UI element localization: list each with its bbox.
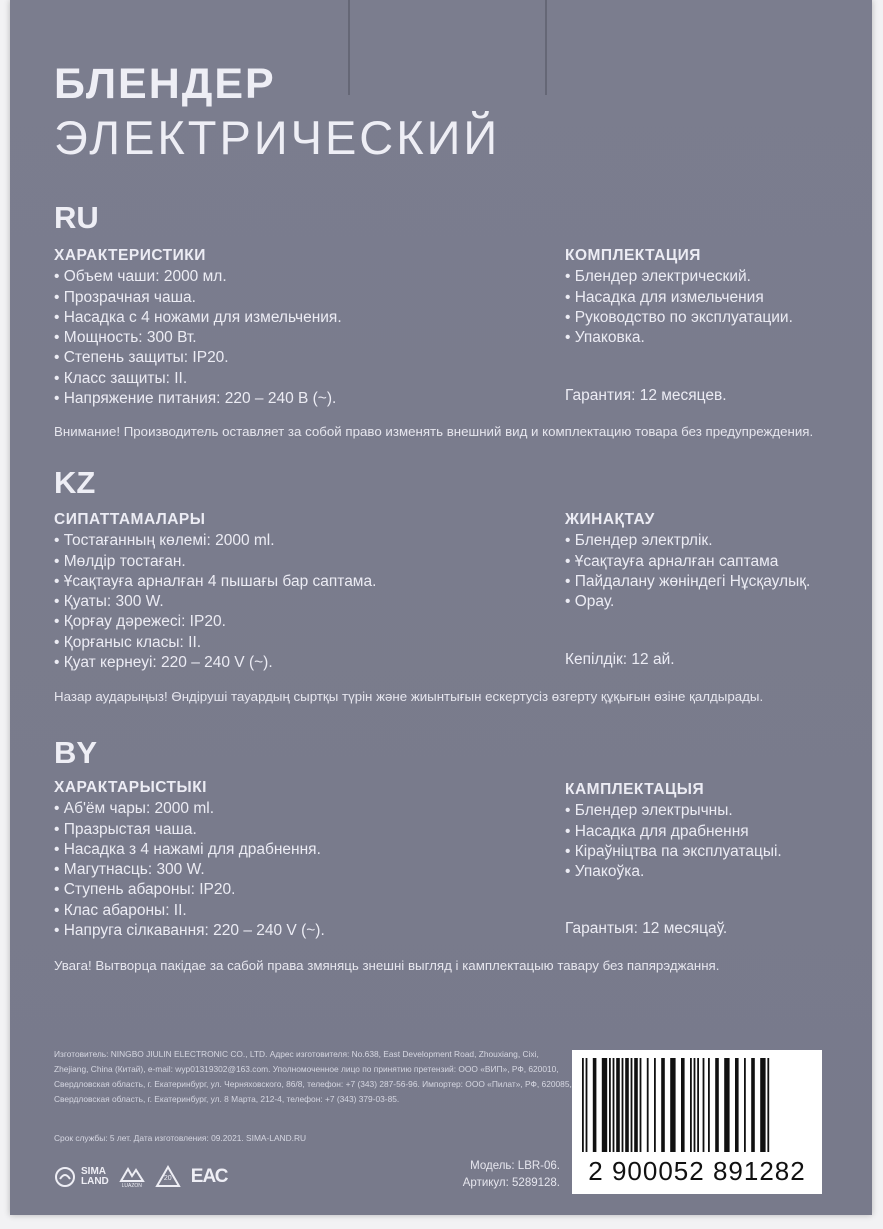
spec-item: • Қуаты: 300 W. [54, 592, 376, 612]
spec-item: • Насадка з 4 нажамі для драбнення. [54, 840, 325, 860]
barcode-bar [593, 1058, 597, 1152]
certification-logos [54, 1160, 227, 1194]
warranty-ru: Гарантия: 12 месяцев. [565, 387, 727, 404]
spec-item: • Ступень абароны: IP20. [54, 880, 325, 900]
kit-item: • Упаковка. [565, 328, 793, 348]
barcode-bar [708, 1058, 710, 1152]
barcode-bar [760, 1058, 765, 1152]
kit-item: • Кіраўніцтва па эксплуатацыі. [565, 842, 782, 862]
box-flap-edge [545, 0, 547, 95]
shelf-life-text: Срок службы: 5 лет. Дата изготовления: 09.2021. SIMA-LAND.RU [54, 1133, 307, 1143]
notice-by: Увага! Вытворца пакідае за сабой права змяняць знешні выгляд і камплектацыю тавару без папярэджання. [54, 958, 720, 973]
spec-item: • Қорғау дәрежесі: IP20. [54, 612, 376, 632]
kit-item: • Руководство по эксплуатации. [565, 308, 793, 328]
spec-item: • Қорғаныс класы: II. [54, 633, 376, 653]
kit-item: • Насадка для измельчения [565, 288, 793, 308]
kit-item: • Насадка для драбнення [565, 822, 782, 842]
warranty-by: Гарантыя: 12 месяцаў. [565, 920, 728, 937]
kit-kz [565, 510, 810, 612]
lang-heading-by: BY [54, 735, 98, 770]
barcode-number: 2 900052 891282 [588, 1156, 806, 1186]
spec-item: • Аб'ём чары: 2000 ml. [54, 799, 325, 819]
barcode-bar [724, 1058, 729, 1152]
spec-item: • Магутнасць: 300 W. [54, 860, 325, 880]
barcode-bar [694, 1058, 696, 1152]
barcode-bar [640, 1058, 642, 1152]
spec-item: • Қуат кернеуі: 220 – 240 V (~). [54, 653, 376, 673]
spec-item: • Ұсақтауға арналған 4 пышағы бар саптама. [54, 572, 376, 592]
lang-heading-ru: RU [54, 200, 99, 235]
barcode-bar [751, 1058, 755, 1152]
sima-text-line2: LAND [81, 1176, 109, 1187]
notice-kz: Назар аударыңыз! Өндіруші тауардың сыртқы түрін және жиынтығын ескертусіз өзгерту құқығын өзіне қалдырады. [54, 689, 764, 704]
kit-item: • Блендер электрлік. [565, 531, 810, 551]
kit-item: • Ұсақтауға арналған саптама [565, 552, 810, 572]
product-subtitle: ЭЛЕКТРИЧЕСКИЙ [54, 111, 501, 164]
spec-item: • Напряжение питания: 220 – 240 В (~). [54, 389, 342, 409]
barcode-bar [767, 1058, 769, 1152]
product-title: БЛЕНДЕР [54, 60, 276, 108]
model-number: Модель: LBR-06. [470, 1160, 560, 1172]
barcode-bar [670, 1058, 675, 1152]
eac-mark: ЕАС [190, 1166, 228, 1187]
lang-heading-kz: KZ [54, 465, 96, 500]
spec-item: • Класс защиты: II. [54, 369, 342, 389]
spec-item: • Объем чаши: 2000 мл. [54, 267, 342, 287]
kit-by [565, 780, 782, 882]
luazon-logo [119, 1165, 145, 1189]
sima-land-icon [54, 1166, 76, 1188]
kit-title: КАМПЛЕКТАЦЫЯ [565, 781, 705, 798]
model-info [410, 1158, 560, 1192]
barcode-bar [613, 1058, 615, 1152]
spec-item: • Прозрачная чаша. [54, 288, 342, 308]
spec-item: • Мощность: 300 Вт. [54, 328, 342, 348]
spec-item: • Насадка с 4 ножами для измельчения. [54, 308, 342, 328]
box-flap-edge [348, 0, 350, 95]
barcode-bar [616, 1058, 620, 1152]
spec-item: • Тостағанның көлемі: 2000 ml. [54, 531, 376, 551]
spec-item: • Празрыстая чаша. [54, 820, 325, 840]
recycle-code: 20 [163, 1175, 172, 1182]
kit-item: • Блендер электрический. [565, 267, 793, 287]
package-panel [10, 0, 872, 1215]
barcode-bar [697, 1058, 699, 1152]
barcode-bar [647, 1058, 649, 1152]
barcode-bar [634, 1058, 638, 1152]
barcode-bar [602, 1058, 607, 1152]
barcode-bar [715, 1058, 719, 1152]
specs-title: ХАРАКТАРЫСТЫКІ [54, 779, 207, 796]
kit-title: КОМПЛЕКТАЦИЯ [565, 247, 701, 264]
specs-kz [54, 510, 376, 673]
kit-item: • Упакоўка. [565, 862, 782, 882]
barcode-bar [744, 1058, 746, 1152]
specs-ru [54, 246, 342, 409]
barcode-bar [625, 1058, 629, 1152]
spec-item: • Клас абароны: II. [54, 901, 325, 921]
barcode-bar [582, 1058, 584, 1152]
recycle-logo [155, 1165, 181, 1189]
notice-ru: Внимание! Производитель оставляет за собой право изменять внешний вид и комплектацию товара без предупреждения. [54, 424, 814, 439]
specs-title: СИПАТТАМАЛАРЫ [54, 511, 206, 528]
barcode-bar [735, 1058, 739, 1152]
kit-ru [565, 246, 793, 348]
barcode-bar [690, 1058, 692, 1152]
sima-land-logo [54, 1166, 109, 1188]
spec-item: • Мөлдір тостаған. [54, 552, 376, 572]
barcode-bar [586, 1058, 588, 1152]
warranty-kz: Кепілдік: 12 ай. [565, 651, 675, 668]
kit-title: ЖИНАҚТАУ [565, 511, 655, 528]
barcode [572, 1050, 822, 1194]
specs-by [54, 778, 325, 941]
luazon-text: LUAZON [121, 1183, 142, 1189]
manufacturer-info: Изготовитель: NINGBO JIULIN ELECTRONIC CO., LTD. Адрес изготовителя: No.638, East Development Road, Zhouxiang, Cixi, Zhejiang, China (Китай), e-mail: wyp01319302@163.com. Уполномоченное лицо по принятию претензий: ООО «ВИП», РФ, 620010, Свердловская область, г. Екатеринбург, ул. Черняховского, 86/8, телефон: +7 (343) 287-56-96. Импортер: ООО «Пилат», РФ, 620085, Свердловская область, г. Екатеринбург, ул. 8 Марта, 212-4, телефон: +7 (343) 379-03-85. [54, 1049, 572, 1104]
barcode-bars [572, 1050, 822, 1156]
kit-item: • Блендер электрычны. [565, 801, 782, 821]
spec-item: • Степень защиты: IP20. [54, 348, 342, 368]
barcode-bar [654, 1058, 656, 1152]
spec-item: • Напруга сілкавання: 220 – 240 V (~). [54, 921, 325, 941]
kit-item: • Пайдалану жөніндегі Нұсқаулық. [565, 572, 810, 592]
sima-text-line1: SIMA [81, 1166, 106, 1177]
barcode-bar [661, 1058, 665, 1152]
barcode-bar [703, 1058, 705, 1152]
barcode-bar [622, 1058, 624, 1152]
barcode-bar [631, 1058, 633, 1152]
barcode-bar [609, 1058, 611, 1152]
kit-item: • Орау. [565, 592, 810, 612]
specs-title: ХАРАКТЕРИСТИКИ [54, 247, 206, 264]
luazon-icon [119, 1165, 145, 1183]
barcode-bar [681, 1058, 685, 1152]
article-number: Артикул: 5289128. [462, 1177, 560, 1189]
